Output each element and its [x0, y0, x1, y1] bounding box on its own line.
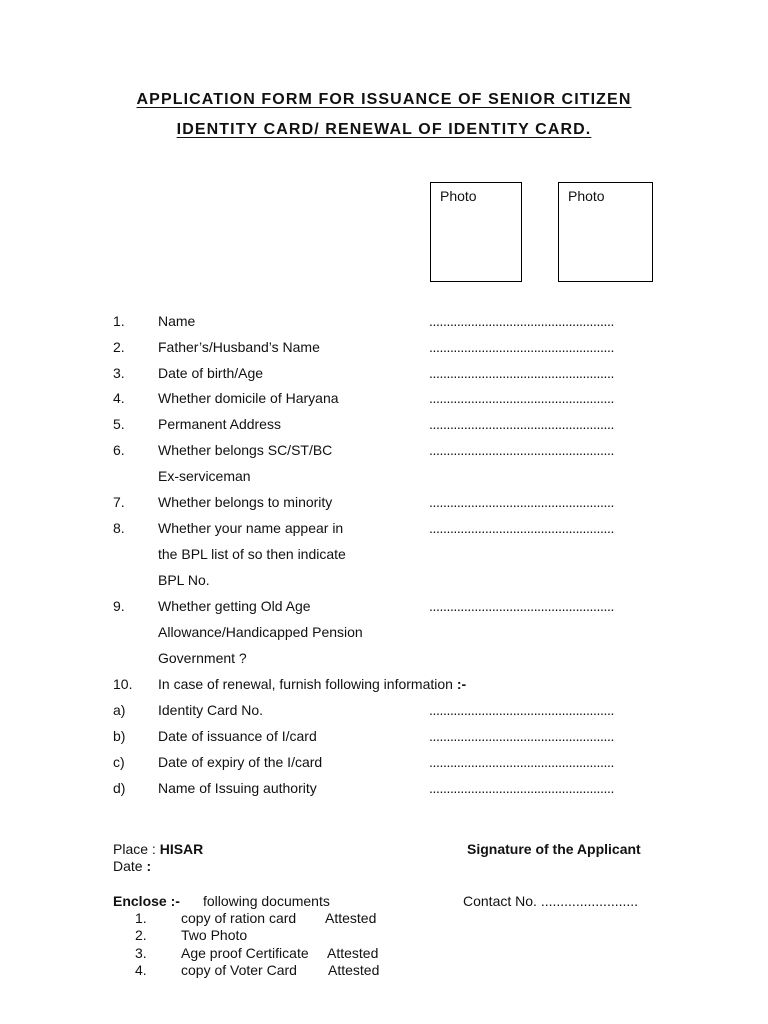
field-number: 4. [113, 390, 125, 406]
field-label: Whether belongs to minority [158, 494, 333, 510]
date-line: Date : [113, 858, 152, 874]
form-field-continuation [0, 650, 768, 670]
attested-note: Attested [325, 910, 377, 926]
field-number: 9. [113, 598, 125, 614]
field-label-continued: Allowance/Handicapped Pension [158, 624, 363, 640]
field-number: 2. [113, 339, 125, 355]
field-number: 5. [113, 416, 125, 432]
form-title-line-2: IDENTITY CARD/ RENEWAL OF IDENTITY CARD. [176, 121, 592, 138]
field-number: 10. [113, 676, 133, 692]
place-line: Place : HISAR [113, 841, 204, 857]
form-field-row [0, 442, 768, 462]
field-label: Whether belongs SC/ST/BC [158, 442, 333, 458]
field-label: Whether domicile of Haryana [158, 390, 339, 406]
form-field-row [0, 365, 768, 385]
field-number: 8. [113, 520, 125, 536]
field-number: 6. [113, 442, 125, 458]
field-label: Whether your name appear in [158, 520, 344, 536]
field-number: c) [113, 754, 125, 770]
attested-note: Attested [328, 962, 380, 978]
field-number: b) [113, 728, 126, 744]
field-number: 1. [113, 313, 125, 329]
document-number: 1. [135, 910, 147, 926]
document-number: 3. [135, 945, 147, 961]
field-number: d) [113, 780, 126, 796]
field-answer-line[interactable]: ..................................................... [429, 754, 614, 770]
form-field-row [0, 728, 768, 748]
form-field-continuation [0, 624, 768, 644]
field-number: 7. [113, 494, 125, 510]
signature-label: Signature of the Applicant [467, 841, 641, 857]
field-label: Permanent Address [158, 416, 281, 432]
form-field-row [0, 676, 768, 696]
photo-box-2: Photo [558, 182, 653, 282]
field-answer-line[interactable]: ..................................................... [429, 339, 614, 355]
form-field-row [0, 780, 768, 800]
field-label: Date of expiry of the I/card [158, 754, 323, 770]
form-field-row [0, 494, 768, 514]
form-field-row [0, 754, 768, 774]
form-field-continuation [0, 572, 768, 592]
document-name: Age proof Certificate [181, 945, 309, 961]
enclose-text: following documents [203, 893, 330, 909]
form-field-row [0, 416, 768, 436]
field-label-continued: BPL No. [158, 572, 210, 588]
field-label: Name of Issuing authority [158, 780, 317, 796]
attested-note: Attested [327, 945, 379, 961]
field-number: a) [113, 702, 126, 718]
field-label: Father’s/Husband’s Name [158, 339, 320, 355]
form-field-row [0, 598, 768, 618]
field-label: In case of renewal, furnish following information :- [158, 676, 467, 692]
field-answer-line[interactable]: ..................................................... [429, 728, 614, 744]
field-answer-line[interactable]: ..................................................... [429, 390, 614, 406]
document-name: Two Photo [181, 927, 248, 943]
form-field-row [0, 702, 768, 722]
document-name: copy of Voter Card [181, 962, 297, 978]
field-answer-line[interactable]: ..................................................... [429, 442, 614, 458]
form-field-row [0, 390, 768, 410]
document-number: 2. [135, 927, 147, 943]
enclose-label: Enclose :- [113, 893, 180, 909]
field-label: Date of issuance of I/card [158, 728, 317, 744]
field-answer-line[interactable]: ..................................................... [429, 365, 614, 381]
photo-box-1: Photo [430, 182, 522, 282]
field-answer-line[interactable]: ..................................................... [429, 416, 614, 432]
field-label-continued: Ex-serviceman [158, 468, 251, 484]
field-answer-line[interactable]: ..................................................... [429, 313, 614, 329]
field-number: 3. [113, 365, 125, 381]
field-label: Identity Card No. [158, 702, 264, 718]
document-number: 4. [135, 962, 147, 978]
field-answer-line[interactable]: ..................................................... [429, 702, 614, 718]
field-label: Name [158, 313, 196, 329]
document-name: copy of ration card [181, 910, 297, 926]
field-answer-line[interactable]: ..................................................... [429, 598, 614, 614]
contact-number: Contact No. ......................... [463, 893, 639, 909]
field-answer-line[interactable]: ..................................................... [429, 520, 614, 536]
field-label-continued: Government ? [158, 650, 247, 666]
field-answer-line[interactable]: ..................................................... [429, 494, 614, 510]
form-title-line-1: APPLICATION FORM FOR ISSUANCE OF SENIOR CITIZEN [136, 91, 632, 108]
form-field-row [0, 313, 768, 333]
field-label: Whether getting Old Age [158, 598, 311, 614]
field-label: Date of birth/Age [158, 365, 264, 381]
field-answer-line[interactable]: ..................................................... [429, 780, 614, 796]
form-field-row [0, 520, 768, 540]
field-label-continued: the BPL list of so then indicate [158, 546, 346, 562]
form-field-continuation [0, 468, 768, 488]
form-field-continuation [0, 546, 768, 566]
form-field-row [0, 339, 768, 359]
